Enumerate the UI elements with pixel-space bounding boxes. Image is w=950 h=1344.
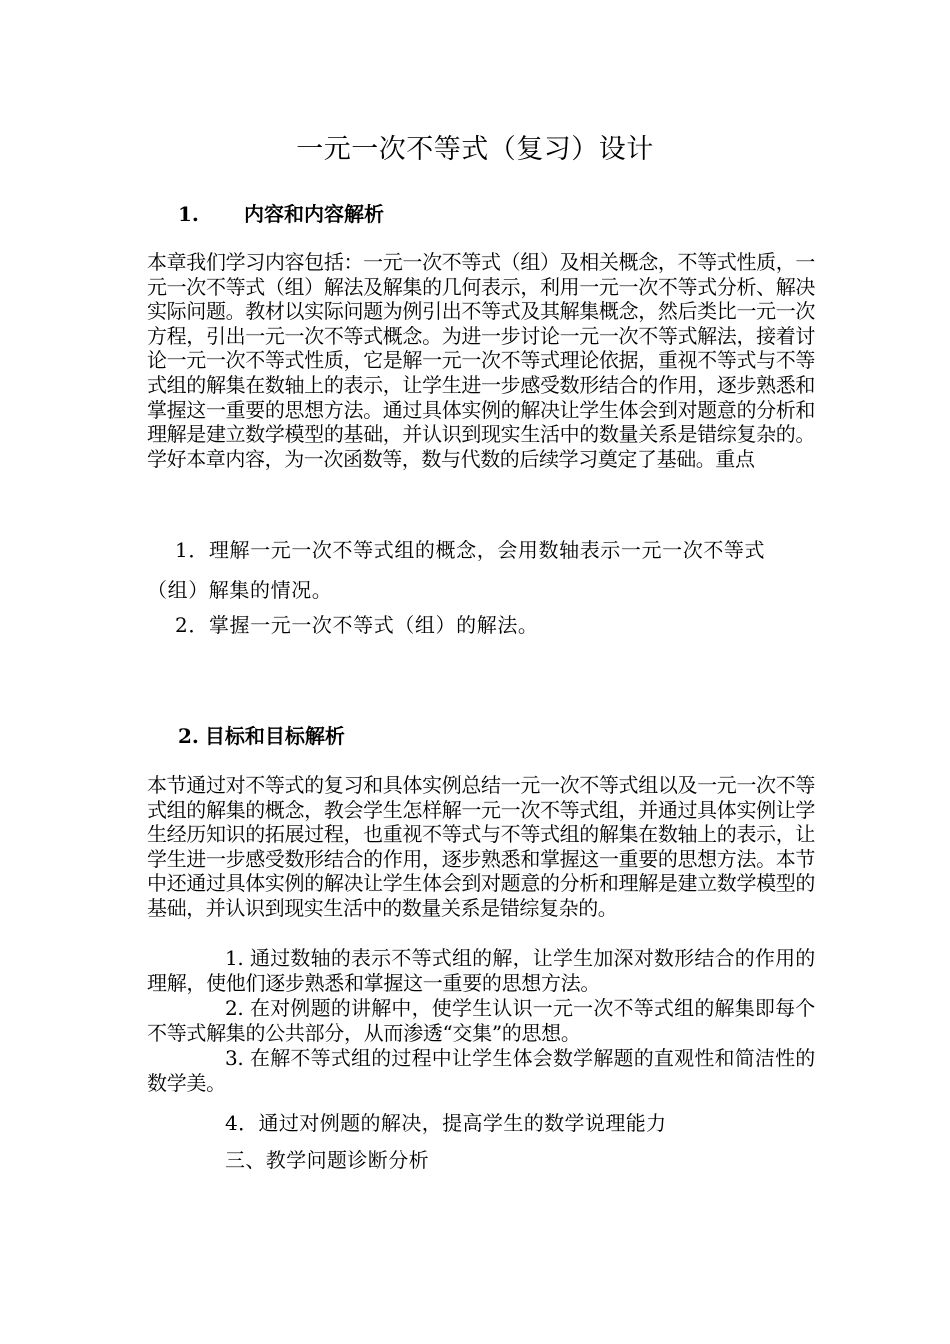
section-1-title: 内容和内容解析	[244, 202, 384, 226]
section-1-number: 1.	[178, 202, 199, 226]
section-1-paragraph: 本章我们学习内容包括：一元一次不等式（组）及相关概念，不等式性质，一元一次不等式（组）解法及解集的几何表示，利用一元一次不等式分析、解决实际问题。教材以实际问题为例引出不等式及其解集概念，然后类比一元一次方程，引出一元一次不等式概念。为进一步讨论一元一次不等式解法，接着讨论一元一次不等式性质，它是解一元一次不等式理论依据，重视不等式与不等式组的解集在数轴上的表示，让学生进一步感受数形结合的作用，逐步熟悉和掌握这一重要的思想方法。通过具体实例的解决让学生体会到对题意的分析和理解是建立数学模型的基础，并认识到现实生活中的数量关系是错综复杂的。学好本章内容，为一次函数等，数与代数的后续学习奠定了基础。重点	[147, 250, 815, 471]
section-2-number: 2.	[178, 724, 199, 748]
goal-1: 1. 通过数轴的表示不等式组的解，让学生加深对数形结合的作用的理解，使他们逐步熟悉和掌握这一重要的思想方法。	[147, 946, 815, 995]
goal-4: 4．通过对例题的解决，提高学生的数学说理能力	[225, 1111, 667, 1135]
section-1-heading	[178, 200, 384, 228]
goal-2: 2. 在对例题的讲解中，使学生认识一元一次不等式组的解集即每个不等式解集的公共部分，从而渗透“交集”的思想。	[147, 996, 815, 1045]
section-2-paragraph: 本节通过对不等式的复习和具体实例总结一元一次不等式组以及一元一次不等式组的解集的概念，教会学生怎样解一元一次不等式组，并通过具体实例让学生经历知识的拓展过程，也重视不等式与不等式组的解集在数轴上的表示，让学生进一步感受数形结合的作用，逐步熟悉和掌握这一重要的思想方法。本节中还通过具体实例的解决让学生体会到对题意的分析和理解是建立数学模型的基础，并认识到现实生活中的数量关系是错综复杂的。	[147, 773, 815, 920]
key-point-1: 1．理解一元一次不等式组的概念，会用数轴表示一元一次不等式（组）解集的情况。	[147, 538, 766, 602]
goal-3: 3. 在解不等式组的过程中让学生体会数学解题的直观性和简洁性的数学美。	[147, 1046, 815, 1095]
document-title: 一元一次不等式（复习）设计	[296, 134, 654, 165]
section-2-title: 目标和目标解析	[204, 724, 345, 748]
section-3-heading: 三、教学问题诊断分析	[225, 1148, 429, 1172]
key-point-2: 2．掌握一元一次不等式（组）的解法。	[175, 613, 539, 637]
section-2-heading	[178, 722, 345, 750]
